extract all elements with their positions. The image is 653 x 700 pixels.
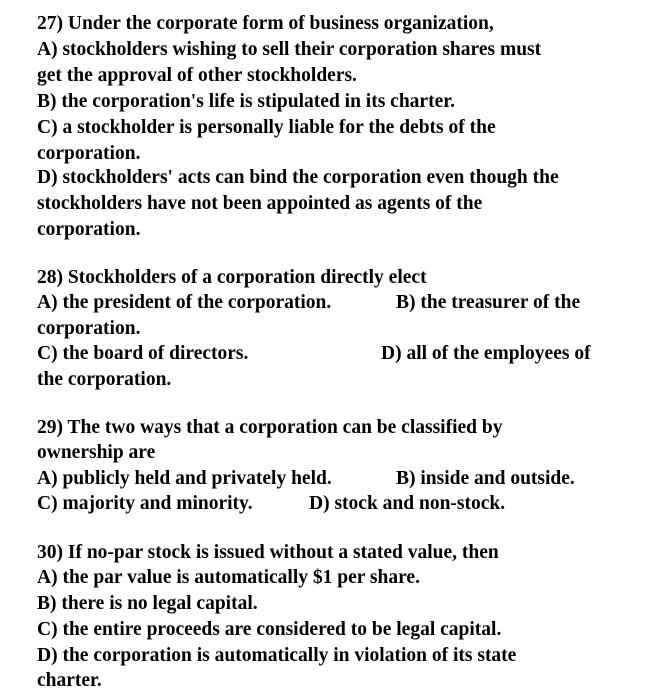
question-27-option-a-cont: get the approval of other stockholders. bbox=[37, 65, 357, 86]
question-27-option-d-cont: stockholders have not been appointed as agents of the bbox=[37, 193, 483, 214]
question-29-option-d: D) stock and non-stock. bbox=[309, 493, 506, 514]
question-28-option-b-cont: corporation. bbox=[37, 318, 141, 339]
question-27-option-a: A) stockholders wishing to sell their corporation shares must bbox=[37, 39, 542, 60]
question-27-option-c-cont: corporation. bbox=[37, 143, 141, 164]
question-29-stem: 29) The two ways that a corporation can be classified by bbox=[37, 417, 503, 438]
question-29-option-a: A) publicly held and privately held. bbox=[37, 468, 332, 489]
question-28-option-c: C) the board of directors. bbox=[37, 343, 249, 364]
question-28-option-d-cont: the corporation. bbox=[37, 369, 172, 390]
question-30-stem: 30) If no-par stock is issued without a stated value, then bbox=[37, 542, 499, 563]
question-27-option-d: D) stockholders' acts can bind the corporation even though the bbox=[37, 167, 559, 188]
question-29-option-b: B) inside and outside. bbox=[396, 468, 575, 489]
question-30-option-c: C) the entire proceeds are considered to be legal capital. bbox=[37, 619, 502, 640]
question-27-option-d-cont: corporation. bbox=[37, 219, 141, 240]
question-29-stem-cont: ownership are bbox=[37, 442, 156, 463]
question-28-option-b: B) the treasurer of the bbox=[396, 292, 581, 313]
question-29-option-c: C) majority and minority. bbox=[37, 493, 253, 514]
question-28-option-a: A) the president of the corporation. bbox=[37, 292, 332, 313]
question-30-option-d: D) the corporation is automatically in violation of its state bbox=[37, 645, 517, 666]
question-27-option-b: B) the corporation's life is stipulated in its charter. bbox=[37, 91, 455, 112]
question-27-option-c: C) a stockholder is personally liable for the debts of the bbox=[37, 117, 496, 138]
question-28-option-d: D) all of the employees of bbox=[381, 343, 591, 364]
question-28-stem: 28) Stockholders of a corporation directly elect bbox=[37, 267, 427, 288]
question-30-option-d-cont: charter. bbox=[37, 670, 102, 691]
question-27-stem: 27) Under the corporate form of business organization, bbox=[37, 13, 494, 34]
question-30-option-b: B) there is no legal capital. bbox=[37, 593, 258, 614]
question-30-option-a: A) the par value is automatically $1 per share. bbox=[37, 567, 420, 588]
